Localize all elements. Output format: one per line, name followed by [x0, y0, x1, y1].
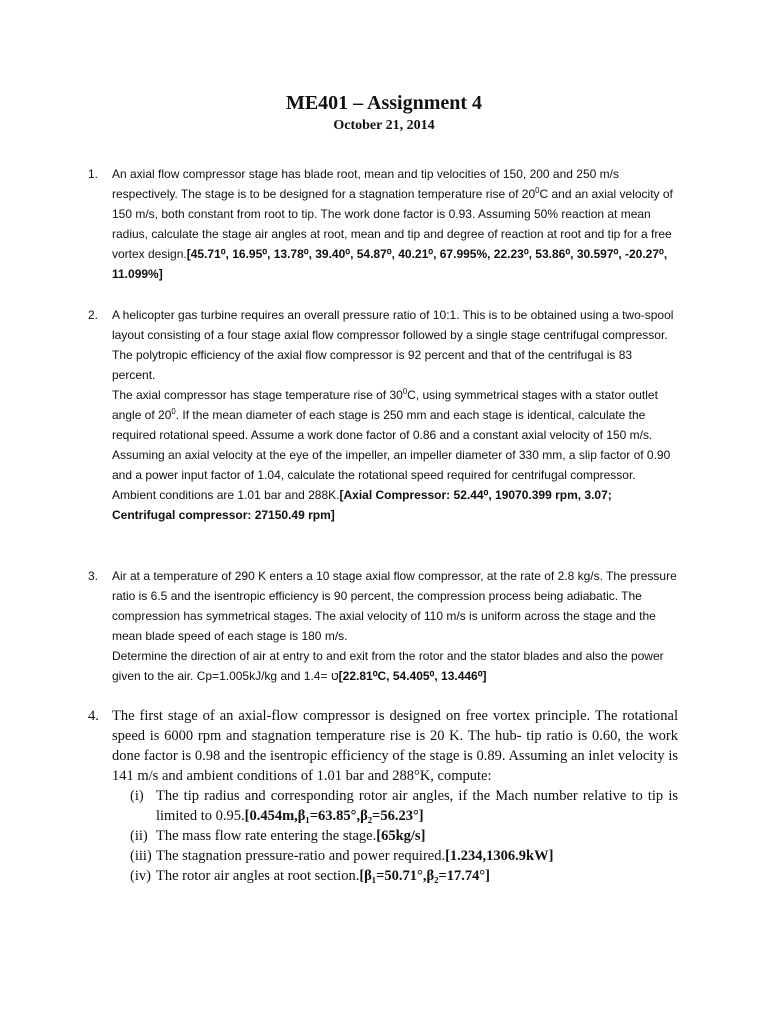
answer: [45.71⁰, 16.95⁰, 13.78⁰, 39.40⁰, 54.87⁰, 40.21⁰, 67.995%, 22.23⁰, 53.86⁰, 30.597⁰, -20.27⁰, 11.099%] [112, 247, 668, 281]
answer: [0.454m,β₁=63.85°,β₂=56.23°] [244, 808, 424, 824]
question-1 [88, 164, 678, 284]
page-date: October 21, 2014 [333, 118, 435, 133]
answer: [β₁=50.71°,β₂=17.74°] [359, 868, 490, 884]
question-3 [88, 566, 678, 686]
question-4 [88, 706, 678, 886]
sub-question-label: (i) [130, 788, 144, 804]
question-intro: The first stage of an axial-flow compressor is designed on free vortex principle. The rotational speed is 6000 rpm and stagnation temperature rise is 20 K. The hub- tip ratio is 0.60, the work done factor is 0.98 and the isentropic efficiency of the stage is 0.89. Assuming an inlet velocity is 141 m/s and ambient conditions of 1.01 bar and 288°K, compute: [112, 708, 678, 784]
sub-question-label: (iv) [130, 868, 151, 884]
sub-question: (iii) The stagnation pressure-ratio and power required.[1.234,1306.9kW] [130, 848, 554, 864]
question-number: 1. [88, 167, 99, 181]
sub-question: (i) The tip radius and corresponding rotor air angles, if the Mach number relative to tip is limited to 0.95.[0.454m,β₁=63.85°,β₂=56.23°] [130, 788, 678, 824]
question-paragraph: Determine the direction of air at entry to and exit from the rotor and the stator blades and also the power given to the air. Cp=1.005kJ/kg and ט =1.4 [22.81⁰C, 54.405⁰, 13.446⁰] [112, 649, 664, 683]
answer: [1.234,1306.9kW] [445, 848, 554, 864]
page-title: ME401 – Assignment 4 [285, 92, 483, 114]
question-paragraph: A helicopter gas turbine requires an overall pressure ratio of 10:1. This is to be obtained using a two-spool layout consisting of a four stage axial flow compressor followed by a single stage centrifugal compressor. The polytropic efficiency of the axial flow compressor is 92 percent and that of the centrifugal is 83 percent. [112, 308, 674, 382]
question-paragraph: Assuming an axial velocity at the eye of the impeller, an impeller diameter of 330 mm, a slip factor of 0.90 and a power input factor of 1.04, calculate the rotational speed required for centrifugal compressor. Ambient conditions are 1.01 bar and 288K.[Axial Compressor: 52.44⁰, 19070.399 rpm, 3.07; Centrifugal compressor: 27150.49 rpm] [112, 448, 671, 522]
degree-superscript: 0 [402, 387, 408, 396]
degree-superscript: 0 [171, 407, 176, 416]
gamma-symbol: ט [330, 669, 339, 683]
question-text: An axial flow compressor stage has blade root, mean and tip velocities of 150, 200 and 250 m/s respectively. The stage is to be designed for a stagnation temperature rise of $20^0C$ and an axial velocity of 150 m/s, both constant from root to tip. The work done factor is 0.93. Assuming 50% reaction at mean radius, calculate the stage air angles at root, mean and tip and degree of reaction at root and tip for a free vortex design.[45.71⁰, 16.95⁰, 13.78⁰, 39.40⁰, 54.87⁰, 40.21⁰, 67.995%, 22.23⁰, 53.86⁰, 30.597⁰, -20.27⁰, 11.099%] [112, 167, 673, 281]
question-paragraph: Air at a temperature of 290 K enters a 10 stage axial flow compressor, at the rate of 2.8 kg/s. The pressure ratio is 6.5 and the isentropic efficiency is 90 percent, the compression process being adiabatic. The compression has symmetrical stages. The axial velocity of 110 m/s is uniform across the stage and the mean blade speed of each stage is 180 m/s. [112, 569, 677, 643]
sub-question-label: (iii) [130, 848, 152, 864]
degree-superscript: 0 [535, 186, 540, 195]
question-paragraph: The axial compressor has stage temperature rise of $30^0C$, using symmetrical stages with a stator outlet angle of $20^0$. If the mean diameter of each stage is 250 mm and each stage is identical, calculate the required rotational speed. Assume a work done factor of 0.86 and a constant axial velocity of 150 m/s. [112, 387, 658, 442]
sub-question-label: (ii) [130, 828, 148, 844]
answer: [Axial Compressor: 52.44⁰, 19070.399 rpm, 3.07; Centrifugal compressor: 27150.49 rpm] [112, 488, 612, 522]
answer: [65kg/s] [376, 828, 426, 844]
answer: [22.81⁰C, 54.405⁰, 13.446⁰] [338, 669, 487, 683]
sub-question: (iv) The rotor air angles at root section.[β₁=50.71°,β₂=17.74°] [130, 868, 490, 884]
question-number: 3. [88, 569, 99, 583]
sub-question: (ii) The mass flow rate entering the stage.[65kg/s] [130, 828, 426, 844]
question-number: 2. [88, 308, 99, 322]
question-number: 4. [88, 708, 99, 724]
question-2 [88, 305, 678, 525]
